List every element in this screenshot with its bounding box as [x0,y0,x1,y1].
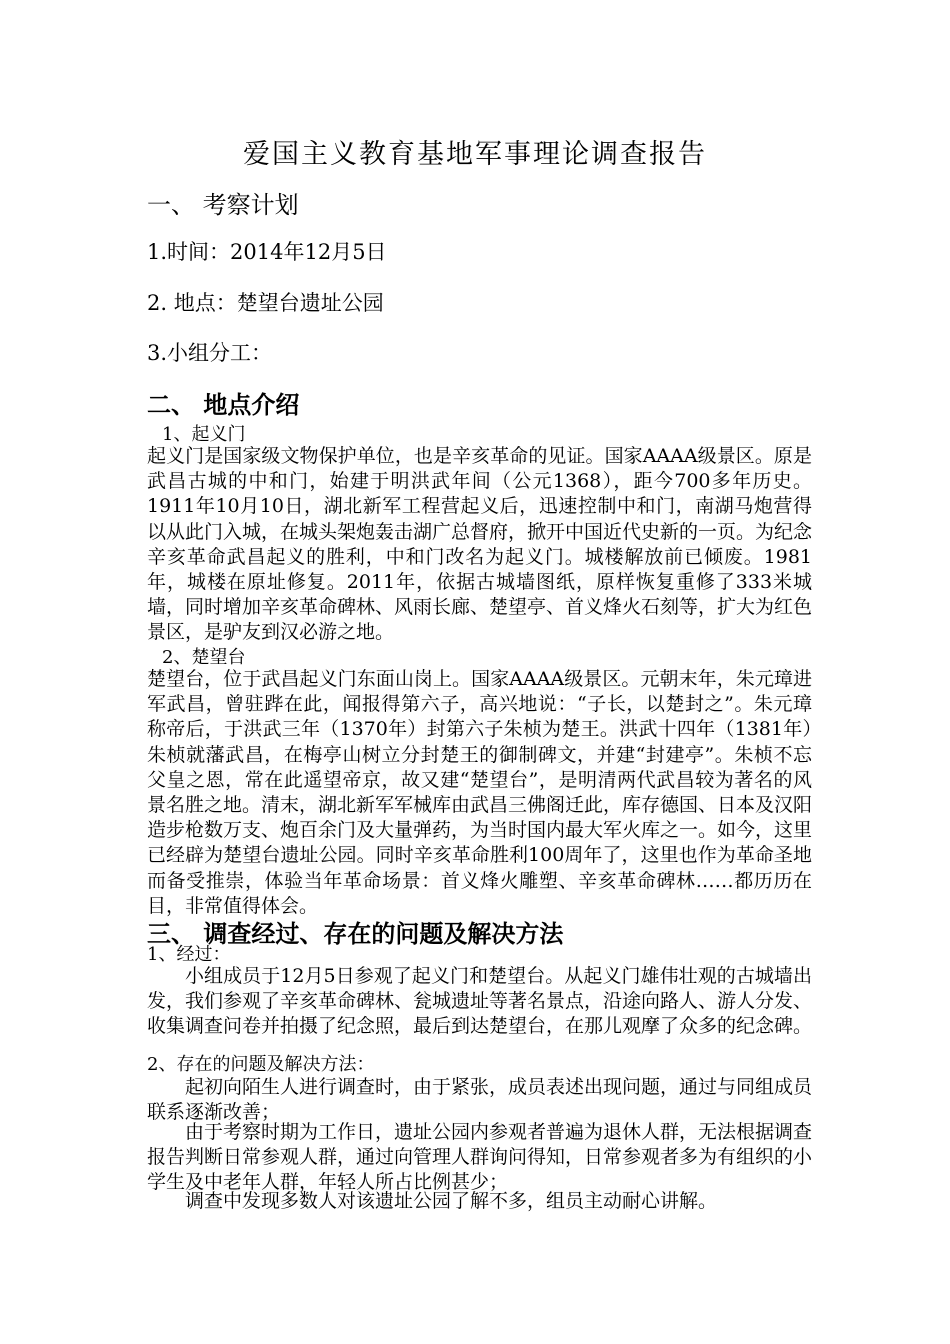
plan-location: 2. 地点：楚望台遗址公园 [147,291,384,315]
problems-label: 2、存在的问题及解决方法： [147,1054,375,1075]
process-label: 1、经过： [147,944,231,965]
site2-label: 2、楚望台 [162,647,246,668]
section3-heading: 三、 调查经过、存在的问题及解决方法 [147,920,564,948]
problem-item-2: 由于考察时期为工作日，遗址公园内参观者普遍为退休人群，无法根据调查报告判断日常参观人群，通过向管理人群询问得知，日常参观者多为有组织的小学生及中老年人群，年轻人所占比例甚少； [147,1121,813,1194]
problem-item-3: 调查中发现多数人对该遗址公园了解不多，组员主动耐心讲解。 [185,1190,718,1212]
site1-label: 1、起义门 [162,424,246,445]
document-title: 爱国主义教育基地军事理论调查报告 [243,139,707,170]
problem-item-1: 起初向陌生人进行调查时，由于紧张，成员表述出现问题，通过与同组成员联系逐渐改善； [147,1076,813,1124]
site1-body: 起义门是国家级文物保护单位，也是辛亥革命的见证。国家AAAA级景区。原是武昌古城的中和门，始建于明洪武年间（公元1368），距今700多年历史。1911年10月10日，湖北新军工程营起义后，迅速控制中和门，南湖马炮营得以从此门入城，在城头架炮轰击湖广总督府，掀开中国近代史新的一页。为纪念辛亥革命武昌起义的胜利，中和门改名为起义门。城楼解放前已倾废。1981年，城楼在原址修复。2011年，依据古城墙图纸，原样恢复重修了333米城墙，同时增加辛亥革命碑林、风雨长廊、楚望亭、首义烽火石刻等，扩大为红色景区，是驴友到汉必游之地。 [147,445,813,644]
process-body: 小组成员于12月5日参观了起义门和楚望台。从起义门雄伟壮观的古城墙出发，我们参观了辛亥革命碑林、瓮城遗址等著名景点，沿途向路人、游人分发、收集调查问卷并拍摄了纪念照，最后到达楚望台，在那儿观摩了众多的纪念碑。 [147,965,813,1038]
section2-heading: 二、 地点介绍 [147,391,300,419]
section1-heading: 一、 考察计划 [147,191,299,219]
plan-time: 1.时间：2014年12月5日 [147,240,387,264]
plan-team-division: 3.小组分工： [147,341,273,365]
site2-body: 楚望台，位于武昌起义门东面山岗上。国家AAAA级景区。元朝末年，朱元璋进军武昌，曾驻跸在此，闻报得第六子，高兴地说：“子长，以楚封之”。朱元璋称帝后，于洪武三年（1370年）封第六子朱桢为楚王。洪武十四年（1381年）朱桢就藩武昌，在梅亭山树立分封楚王的御制碑文，并建“封建亭”。朱桢不忘父皇之恩，常在此遥望帝京，故又建“楚望台”，是明清两代武昌较为著名的风景名胜之地。清末，湖北新军军械库由武昌三佛阁迁此，库存德国、日本及汉阳造步枪数万支、炮百余门及大量弹药，为当时国内最大军火库之一。如今，这里已经辟为楚望台遗址公园。同时辛亥革命胜利100周年了，这里也作为革命圣地而备受推崇，体验当年革命场景：首义烽火雕塑、辛亥革命碑林……都历历在目，非常值得体会。 [147,668,813,917]
